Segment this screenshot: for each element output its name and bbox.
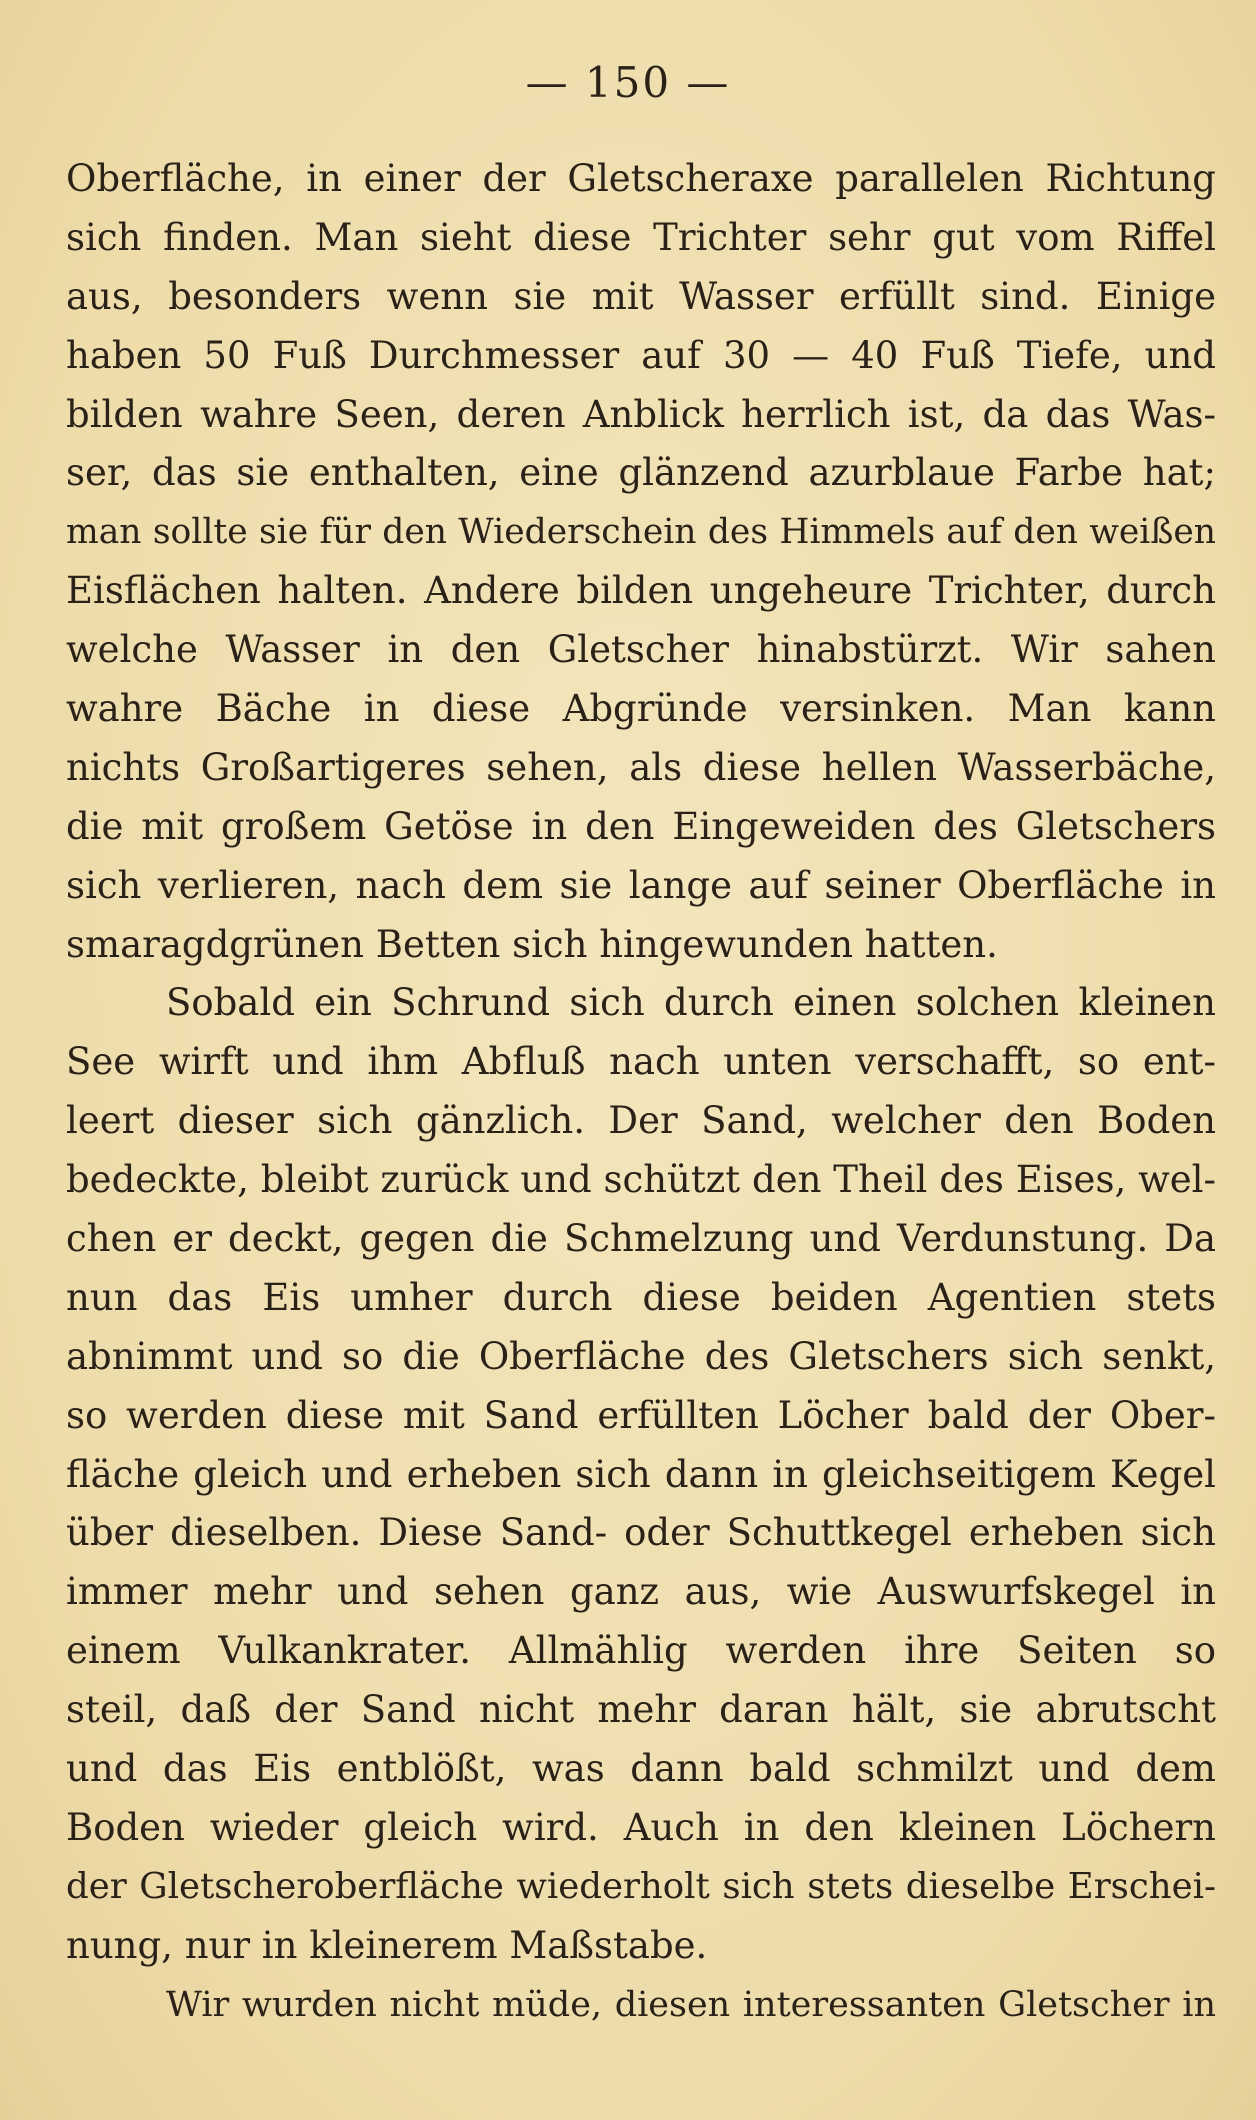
text-line: wahre Bäche in diese Abgründe versinken. Man kann xyxy=(66,687,1216,731)
text-line: die mit großem Getöse in den Eingeweiden des Gletschers xyxy=(66,804,1216,848)
text-line: Sobald ein Schrund sich durch einen solchen kleinen xyxy=(166,981,1216,1025)
text-line: Oberfläche, in einer der Gletscheraxe parallelen Richtung xyxy=(66,157,1216,200)
text-line: nung, nur in kleinerem Maßstabe. xyxy=(66,1923,708,1967)
text-line: und das Eis entblößt, was dann bald schmilzt und dem xyxy=(66,1747,1216,1791)
text-line: man sollte sie für den Wiederschein des Himmels auf den weißen xyxy=(66,512,1216,553)
text-line: welche Wasser in den Gletscher hinabstürzt. Wir sahen xyxy=(66,628,1216,672)
text-line: haben 50 Fuß Durchmesser auf 30 — 40 Fuß Tiefe, und xyxy=(66,333,1216,377)
text-line: bilden wahre Seen, deren Anblick herrlich ist, da das Was- xyxy=(66,392,1216,436)
text-line: der Gletscheroberfläche wiederholt sich stets dieselbe Erschei- xyxy=(66,1865,1216,1907)
text-line: smaragdgrünen Betten sich hingewunden hatten. xyxy=(66,922,998,966)
text-line: aus, besonders wenn sie mit Wasser erfüllt sind. Einige xyxy=(66,274,1216,318)
text-line: sich verlieren, nach dem sie lange auf seiner Oberfläche in xyxy=(66,863,1216,907)
text-line: leert dieser sich gänzlich. Der Sand, welcher den Boden xyxy=(66,1099,1216,1143)
text-line: abnimmt und so die Oberfläche des Gletschers sich senkt, xyxy=(66,1334,1216,1378)
text-line: immer mehr und sehen ganz aus, wie Auswurfskegel in xyxy=(66,1570,1216,1614)
text-line: steil, daß der Sand nicht mehr daran hält, sie abrutscht xyxy=(66,1688,1216,1732)
text-line: fläche gleich und erheben sich dann in gleichseitigem Kegel xyxy=(66,1452,1216,1496)
text-line: Boden wieder gleich wird. Auch in den kleinen Löchern xyxy=(66,1805,1216,1849)
text-line: ser, das sie enthalten, eine glänzend azurblaue Farbe hat; xyxy=(66,451,1216,495)
text-line: bedeckte, bleibt zurück und schützt den Theil des Eises, wel- xyxy=(66,1158,1216,1202)
text-line: See wirft und ihm Abfluß nach unten verschafft, so ent- xyxy=(66,1040,1216,1084)
text-line: nun das Eis umher durch diese beiden Agentien stets xyxy=(66,1275,1216,1319)
body-text xyxy=(66,150,1216,2035)
text-line: über dieselben. Diese Sand- oder Schuttkegel erheben sich xyxy=(66,1511,1216,1555)
text-line: sich finden. Man sieht diese Trichter sehr gut vom Riffel xyxy=(66,215,1216,259)
text-line: Eisflächen halten. Andere bilden ungeheure Trichter, durch xyxy=(66,569,1216,613)
text-line: einem Vulkankrater. Allmählig werden ihre Seiten so xyxy=(66,1629,1216,1673)
text-line: so werden diese mit Sand erfüllten Löcher bald der Ober- xyxy=(66,1393,1216,1437)
text-line: nichts Großartigeres sehen, als diese hellen Wasserbäche, xyxy=(66,745,1216,789)
text-line: Wir wurden nicht müde, diesen interessanten Gletscher in xyxy=(166,1984,1216,2025)
page-number: — 150 — xyxy=(525,58,731,107)
text-line: chen er deckt, gegen die Schmelzung und Verdunstung. Da xyxy=(66,1217,1216,1261)
